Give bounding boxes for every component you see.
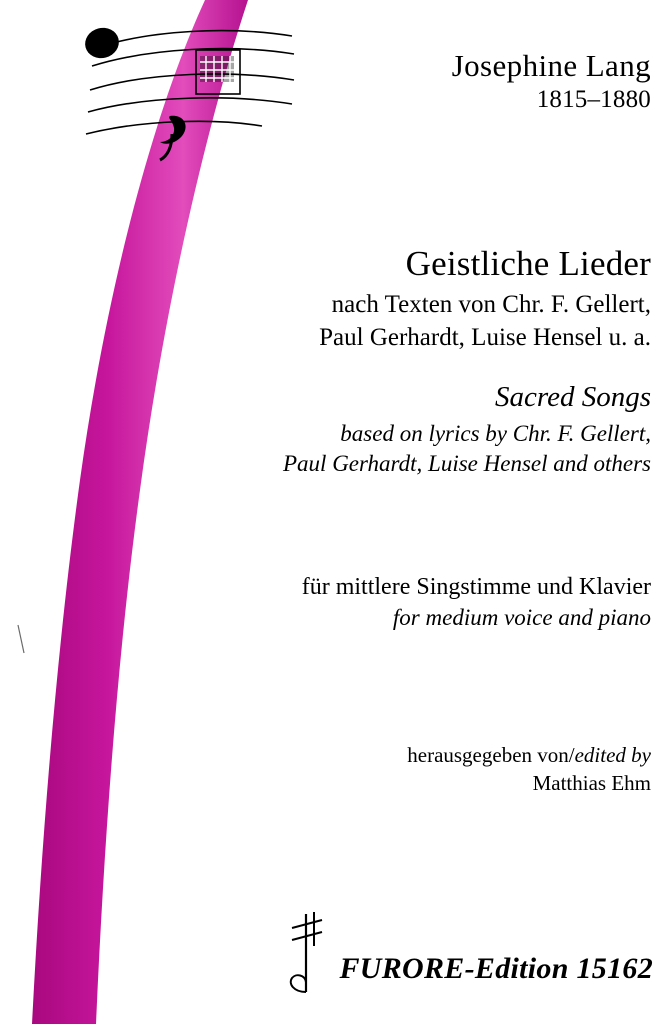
clef-tail-icon <box>160 134 172 160</box>
publisher-name: FURORE-Edition 15162 <box>339 952 653 985</box>
editor-block <box>407 741 651 798</box>
editor-name: Matthias Ehm <box>532 771 651 796</box>
magenta-swoosh <box>32 0 248 1024</box>
composer-block <box>452 48 651 114</box>
title-subtitle-de-line2: Paul Gerhardt, Luise Hensel u. a. <box>319 323 651 351</box>
checker-square-icon <box>196 50 240 94</box>
staff-lines-icon <box>86 31 294 134</box>
note-head-icon <box>82 24 123 62</box>
page-title-en: Sacred Songs <box>495 381 651 413</box>
page-title: Geistliche Lieder <box>405 244 651 283</box>
editor-label-de: herausgegeben von/ <box>407 743 575 767</box>
accent-stroke-icon <box>18 625 24 653</box>
title-block-en <box>283 379 651 479</box>
scoring-block <box>302 572 651 633</box>
publisher-block <box>339 952 653 986</box>
title-subtitle-de-line1: nach Texten von Chr. F. Gellert, <box>331 291 651 318</box>
scoring-de: für mittlere Singstimme und Klavier <box>301 574 651 600</box>
clef-mark-icon <box>160 116 186 144</box>
editor-label-en: edited by <box>574 743 651 767</box>
composer-dates: 1815–1880 <box>536 85 651 113</box>
publisher-clef-icon <box>276 908 336 998</box>
title-block-de <box>319 243 651 354</box>
editor-label <box>407 741 651 769</box>
composer-name: Josephine Lang <box>451 48 651 83</box>
title-subtitle-en-line1: based on lyrics by Chr. F. Gellert, <box>340 420 651 446</box>
title-subtitle-en-line2: Paul Gerhardt, Luise Hensel and others <box>283 450 651 476</box>
scoring-en: for medium voice and piano <box>392 605 651 631</box>
